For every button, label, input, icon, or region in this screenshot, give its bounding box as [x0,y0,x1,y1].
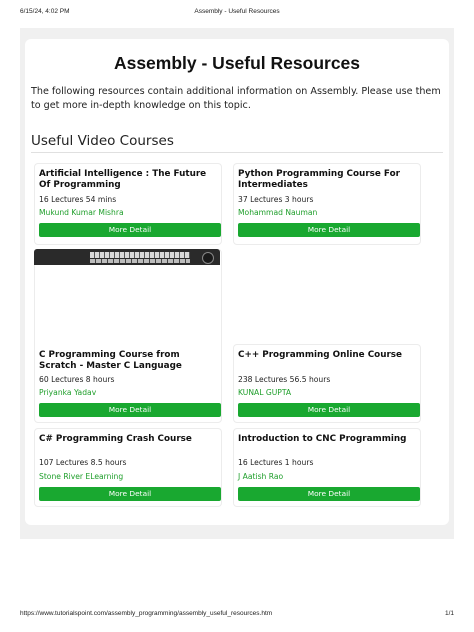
print-header [20,8,454,22]
keyboard-keys-row-icon [90,259,190,263]
print-page-count: 1/1 [444,610,454,617]
course-meta: 60 Lectures 8 hours [39,375,115,384]
print-url: https://www.tutorialspoint.com/assembly_programming/assembly_useful_resources.htm [20,610,273,617]
course-thumbnail-keyboard[interactable] [34,249,220,265]
keyboard-keys-icon [90,252,190,258]
course-meta: 107 Lectures 8.5 hours [39,458,127,467]
print-title: Assembly - Useful Resources [194,8,280,15]
course-card-ai[interactable] [34,163,222,245]
course-title[interactable]: C++ Programming Online Course [238,350,402,360]
print-footer [20,610,454,622]
course-meta: 238 Lectures 56.5 hours [238,375,331,384]
course-title[interactable]: Python Programming Course For Intermediates [238,169,400,190]
course-meta: 16 Lectures 54 mins [39,195,117,204]
print-date: 6/15/24, 4:02 PM [20,8,70,15]
thumbnail-logo-icon [40,252,80,260]
course-meta: 37 Lectures 3 hours [238,195,314,204]
course-title[interactable]: C# Programming Crash Course [39,434,192,444]
course-author[interactable]: KUNAL GUPTA [238,388,292,397]
course-title[interactable]: C Programming Course from Scratch - Master C Language [39,350,182,371]
more-detail-button[interactable]: More Detail [39,223,221,237]
knob-icon [202,252,214,264]
page-title: Assembly - Useful Resources [113,53,361,73]
course-title[interactable]: Artificial Intelligence : The Future Of Programming [39,169,207,190]
course-author[interactable]: Mohammad Nauman [238,208,318,217]
course-author[interactable]: Mukund Kumar Mishra [39,208,124,217]
course-card-csharp[interactable] [34,428,222,507]
more-detail-button[interactable]: More Detail [39,487,221,501]
course-card-c[interactable] [34,249,222,423]
more-detail-button[interactable]: More Detail [238,487,420,501]
more-detail-button[interactable]: More Detail [39,403,221,417]
course-card-cpp[interactable] [233,344,421,423]
course-card-cnc[interactable] [233,428,421,507]
course-title[interactable]: Introduction to CNC Programming [238,434,407,444]
course-meta: 16 Lectures 1 hours [238,458,314,467]
course-author[interactable]: Priyanka Yadav [39,388,97,397]
course-author[interactable]: Stone River ELearning [39,472,124,481]
course-author[interactable]: J Aatish Rao [238,472,284,481]
more-detail-button[interactable]: More Detail [238,403,420,417]
intro-paragraph: The following resources contain additional information on Assembly. Please use them to get more in-depth knowledge on this topic. [31,86,441,111]
section-title: Useful Video Courses [31,133,174,149]
course-card-python[interactable] [233,163,421,245]
section-divider [31,152,443,153]
more-detail-button[interactable]: More Detail [238,223,420,237]
